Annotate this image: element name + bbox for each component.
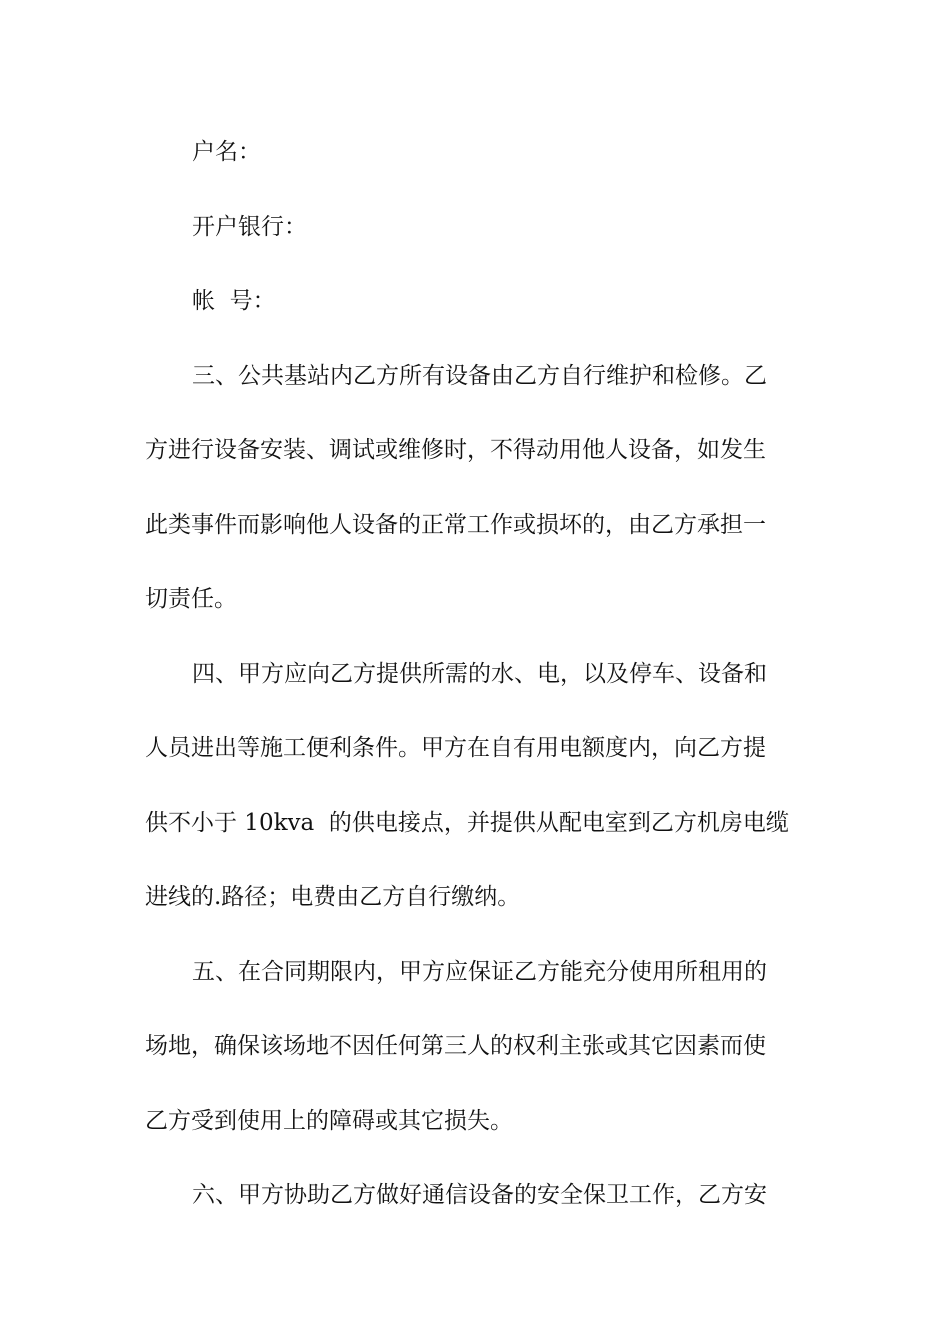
account-name-line: 户名： bbox=[192, 139, 261, 165]
clause-6-line-1: 六、甲方协助乙方做好通信设备的安全保卫工作，乙方安 bbox=[192, 1182, 767, 1208]
clause-5-line-2: 场地，确保该场地不因任何第三人的权利主张或其它因素而使 bbox=[145, 1033, 766, 1059]
clause-3-line-4: 切责任。 bbox=[145, 586, 237, 612]
clause-4-line-2: 人员进出等施工便利条件。甲方在自有用电额度内，向乙方提 bbox=[145, 735, 766, 761]
account-number-line: 帐 号： bbox=[192, 288, 276, 314]
clause-3-line-1: 三、公共基站内乙方所有设备由乙方自行维护和检修。乙 bbox=[192, 362, 767, 389]
bank-name-line: 开户银行： bbox=[192, 213, 307, 240]
clause-4-line-1: 四、甲方应向乙方提供所需的水、电，以及停车、设备和 bbox=[192, 660, 767, 687]
clause-5-line-1: 五、在合同期限内，甲方应保证乙方能充分使用所租用的 bbox=[192, 958, 767, 985]
clause-4-line-3: 供不小于 10kva 的供电接点，并提供从配电室到乙方机房电缆 bbox=[145, 809, 789, 836]
clause-4-line-4: 进线的.路径；电费由乙方自行缴纳。 bbox=[145, 884, 521, 910]
clause-5-line-3: 乙方受到使用上的障碍或其它损失。 bbox=[145, 1107, 513, 1134]
clause-3-line-3: 此类事件而影响他人设备的正常工作或损坏的，由乙方承担一 bbox=[145, 511, 766, 538]
clause-3-line-2: 方进行设备安装、调试或维修时，不得动用他人设备，如发生 bbox=[145, 437, 766, 463]
